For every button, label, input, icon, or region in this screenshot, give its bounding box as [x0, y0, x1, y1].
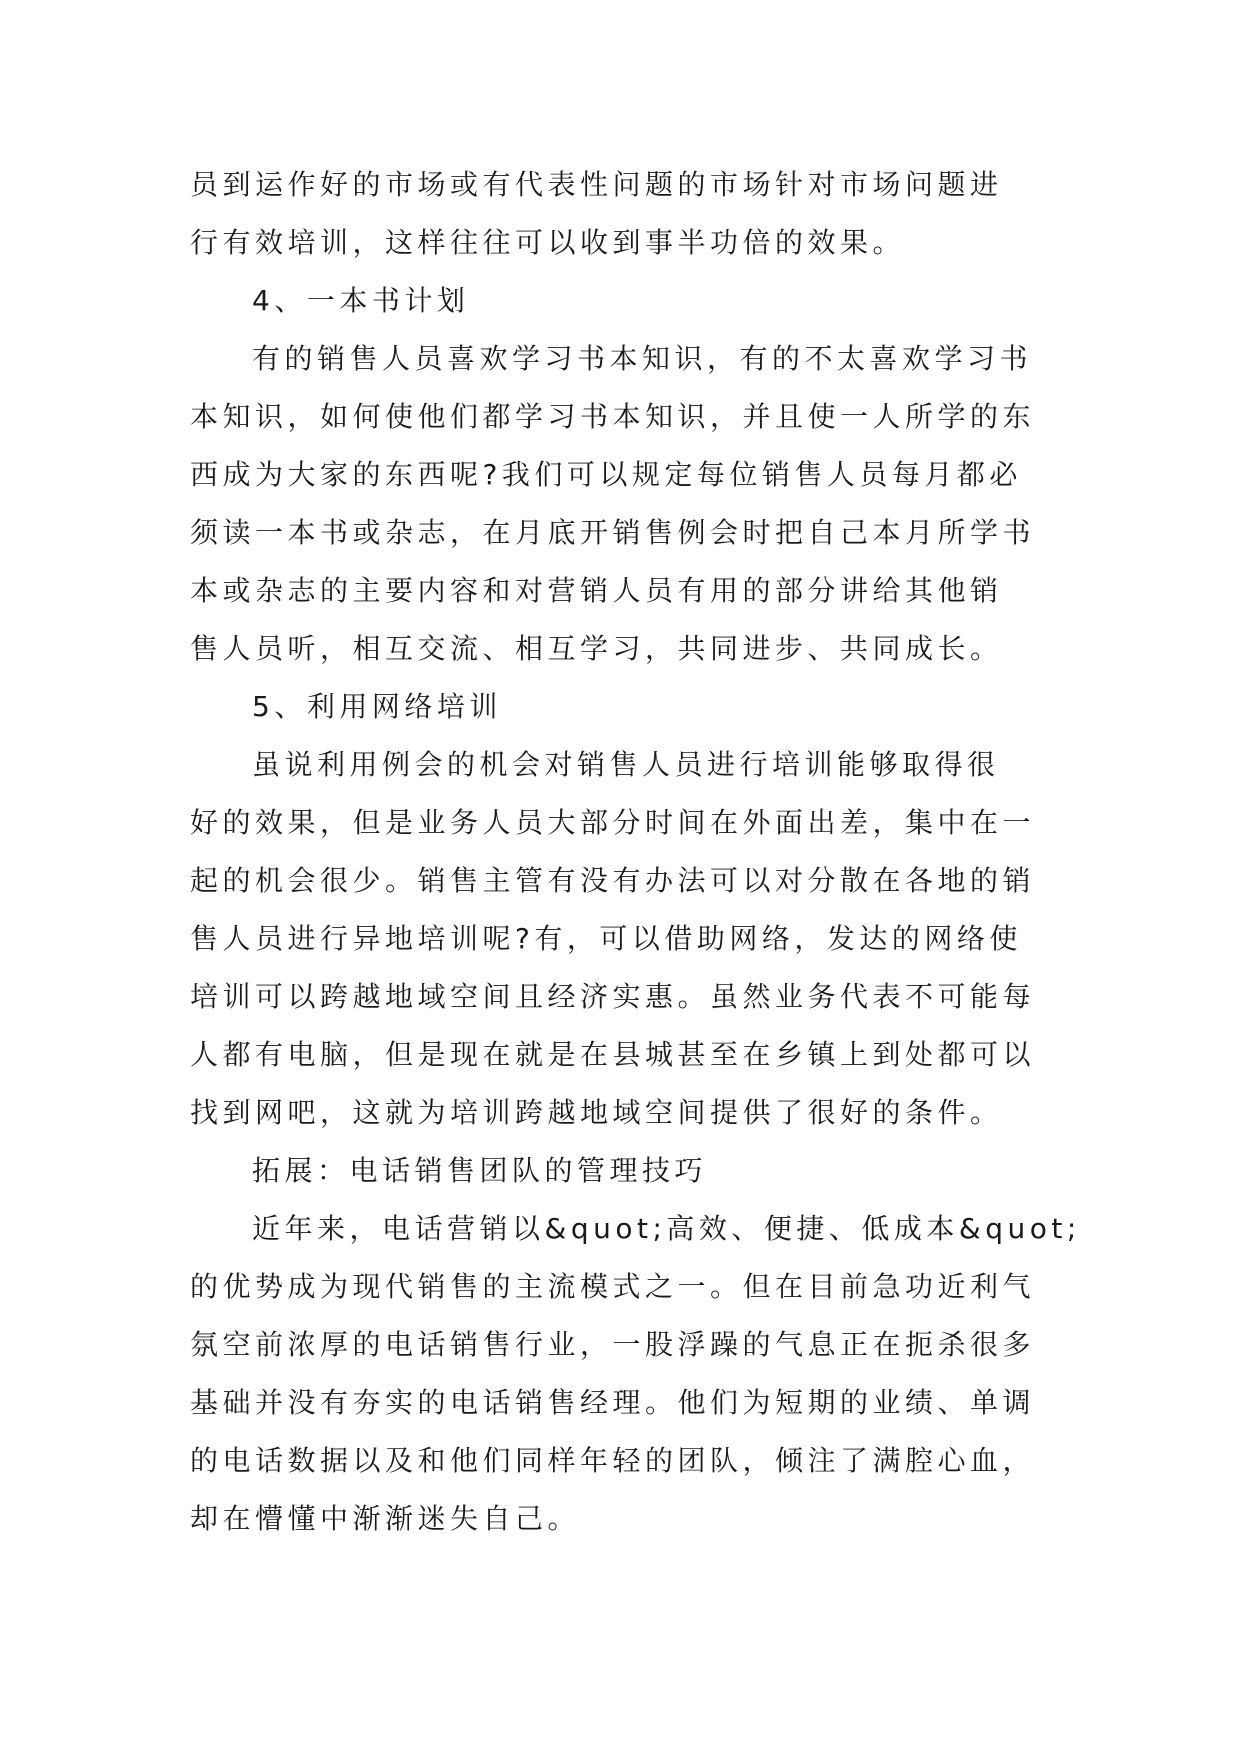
text-line: 培训可以跨越地域空间且经济实惠。虽然业务代表不可能每	[190, 980, 1036, 1013]
section-heading: 4、一本书计划	[252, 284, 470, 317]
text-line: 找到网吧，这就为培训跨越地域空间提供了很好的条件。	[190, 1096, 1003, 1129]
text-line: 近年来，电话营销以&quot;高效、便捷、低成本&quot;	[252, 1212, 1081, 1245]
text-line: 售人员听，相互交流、相互学习，共同进步、共同成长。	[190, 632, 1003, 665]
text-line: 的优势成为现代销售的主流模式之一。但在目前急功近利气	[190, 1270, 1036, 1303]
text-line: 有的销售人员喜欢学习书本知识，有的不太喜欢学习书	[252, 342, 1033, 375]
document-body	[190, 156, 1081, 1548]
text-line: 售人员进行异地培训呢?有，可以借助网络，发达的网络使	[190, 922, 1022, 955]
text-line: 员到运作好的市场或有代表性问题的市场针对市场问题进	[190, 168, 1003, 201]
text-line: 氛空前浓厚的电话销售行业，一股浮躁的气息正在扼杀很多	[190, 1328, 1036, 1361]
text-line: 本知识，如何使他们都学习书本知识，并且使一人所学的东	[190, 400, 1036, 433]
text-line: 的电话数据以及和他们同样年轻的团队，倾注了满腔心血，	[190, 1444, 1036, 1477]
text-line: 却在懵懂中渐渐迷失自己。	[190, 1502, 581, 1535]
text-line: 须读一本书或杂志，在月底开销售例会时把自己本月所学书	[190, 516, 1036, 549]
text-line: 行有效培训，这样往往可以收到事半功倍的效果。	[190, 226, 906, 259]
text-line: 好的效果，但是业务人员大部分时间在外面出差，集中在一	[190, 806, 1036, 839]
text-line: 虽说利用例会的机会对销售人员进行培训能够取得很	[252, 748, 1000, 781]
text-line: 西成为大家的东西呢?我们可以规定每位销售人员每月都必	[190, 458, 1022, 491]
section-heading: 5、利用网络培训	[252, 690, 502, 723]
text-line: 人都有电脑，但是现在就是在县城甚至在乡镇上到处都可以	[190, 1038, 1036, 1071]
text-line: 基础并没有夯实的电话销售经理。他们为短期的业绩、单调	[190, 1386, 1036, 1419]
text-line: 本或杂志的主要内容和对营销人员有用的部分讲给其他销	[190, 574, 1003, 607]
text-line: 起的机会很少。销售主管有没有办法可以对分散在各地的销	[190, 864, 1036, 897]
section-heading: 拓展：电话销售团队的管理技巧	[252, 1154, 708, 1187]
